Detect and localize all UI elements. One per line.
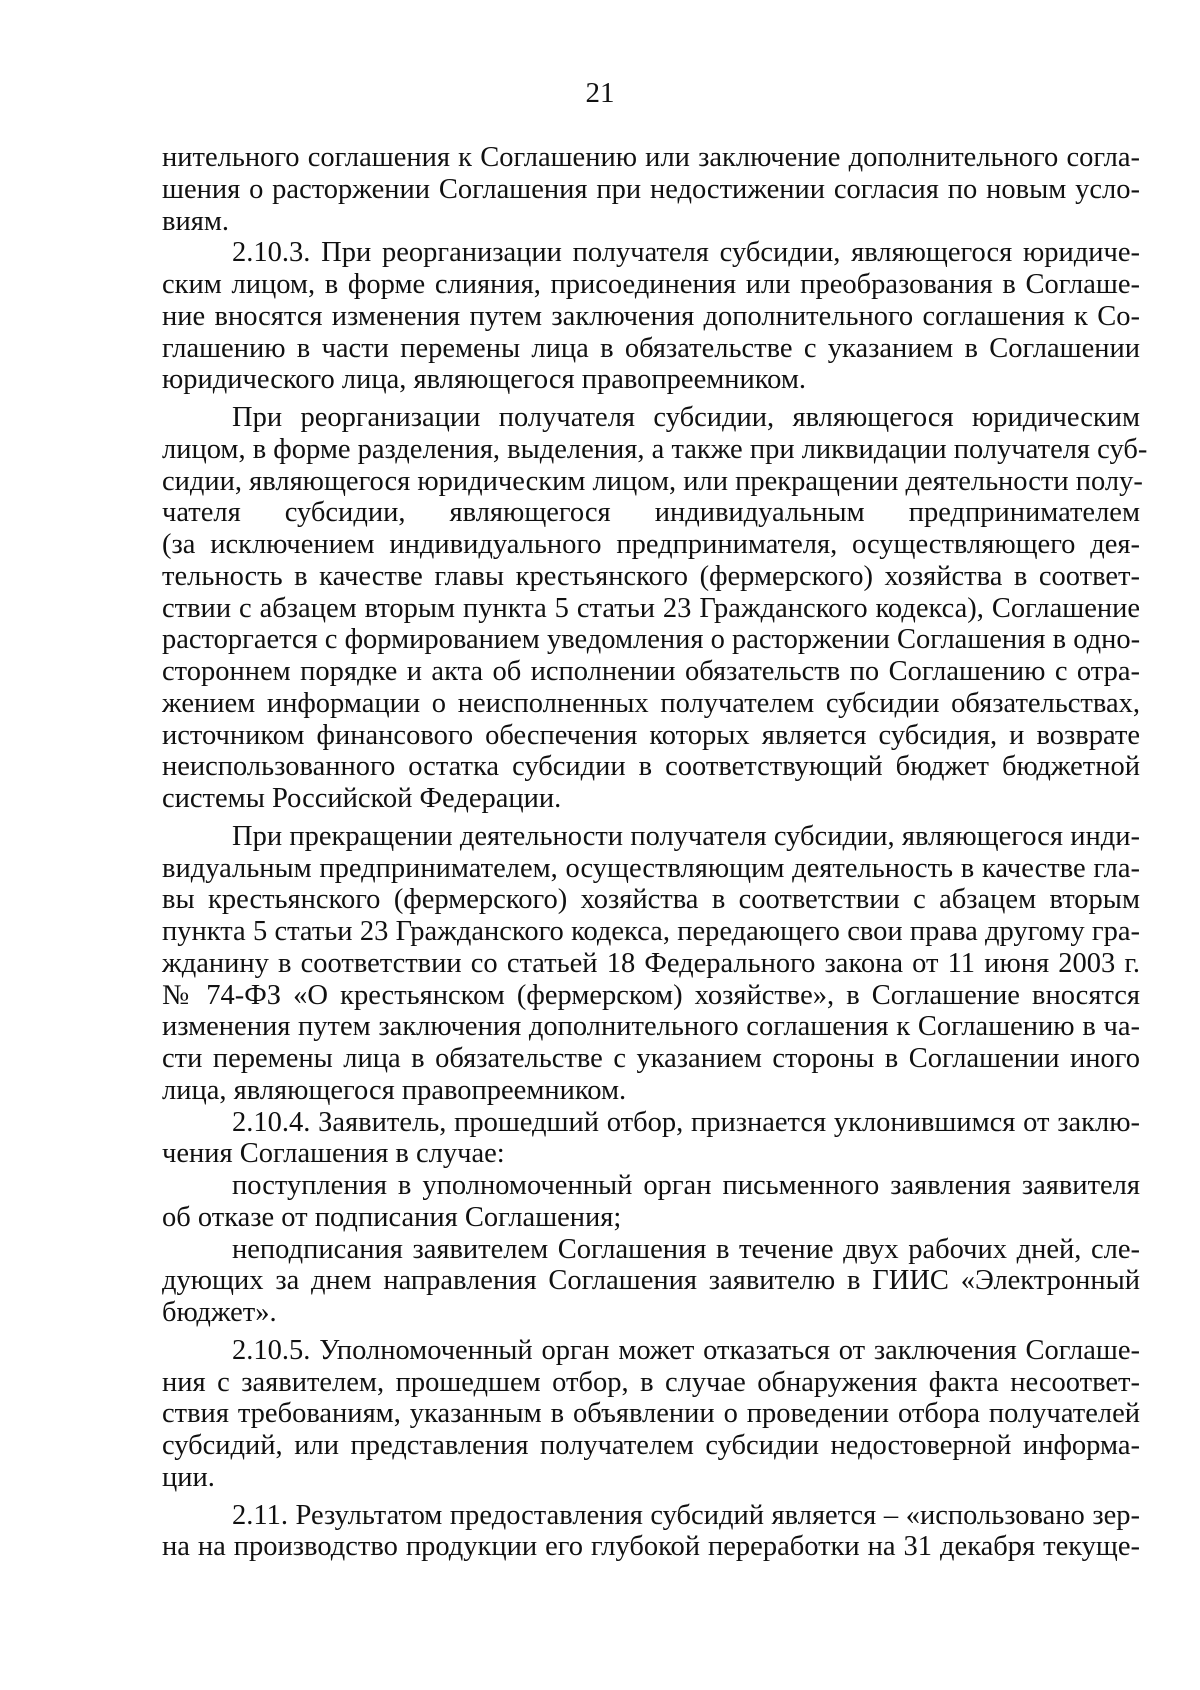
text-line: При прекращении деятельности получателя субсидии, являющегося инди-: [232, 820, 1140, 852]
text-line: лица, являющегося правопреемником.: [162, 1074, 627, 1106]
text-line: 2.10.3. При реорганизации получателя субсидии, являющегося юридиче-: [232, 237, 1140, 269]
text-line: ским лицом, в форме слияния, присоединения или преобразования в Соглаше-: [162, 269, 1140, 300]
text-line: № 74-ФЗ «О крестьянском (фермерском) хозяйстве», в Соглашение вносятся: [162, 979, 1140, 1011]
text-line: 2.10.4. Заявитель, прошедший отбор, признается уклонившимся от заклю-: [232, 1106, 1140, 1138]
text-line: расторгается с формированием уведомления о расторжении Соглашения в одно-: [162, 624, 1141, 656]
text-line: юридического лица, являющегося правопреемником.: [162, 364, 807, 396]
text-line: глашению в части перемены лица в обязательстве с указанием в Соглашении: [162, 332, 1140, 364]
text-line: поступления в уполномоченный орган письменного заявления заявителя: [232, 1170, 1140, 1201]
text-line: ние вносятся изменения путем заключения дополнительного соглашения к Со-: [162, 300, 1140, 332]
text-line: дующих за днем направления Соглашения заявителю в ГИИС «Электронный: [162, 1265, 1140, 1297]
text-line: жением информации о неисполненных получателем субсидии обязательствах,: [162, 687, 1140, 719]
text-line: неподписания заявителем Соглашения в течение двух рабочих дней, сле-: [232, 1233, 1140, 1265]
text-line: чения Соглашения в случае:: [162, 1138, 505, 1170]
page-number: 21: [585, 77, 615, 109]
text-line: пункта 5 статьи 23 Гражданского кодекса, передающего свои права другому гра-: [162, 916, 1140, 947]
text-line: изменения путем заключения дополнительного соглашения к Соглашению в ча-: [162, 1011, 1140, 1043]
text-line: неиспользованного остатка субсидии в соответствующий бюджет бюджетной: [162, 751, 1140, 783]
text-line: ствии с абзацем вторым пункта 5 статьи 23 Гражданского кодекса), Соглашение: [162, 592, 1140, 624]
text-line: жданину в соответствии со статьей 18 Федерального закона от 11 июня 2003 г.: [162, 947, 1140, 979]
text-line: нительного соглашения к Соглашению или заключение дополнительного согла-: [162, 142, 1140, 173]
text-line: стороннем порядке и акта об исполнении обязательств по Соглашению с отра-: [162, 656, 1140, 687]
text-line: на на производство продукции его глубокой переработки на 31 декабря текуще-: [162, 1531, 1140, 1563]
text-line: тельность в качестве главы крестьянского (фермерского) хозяйства в соответ-: [162, 560, 1140, 592]
text-line: об отказе от подписания Соглашения;: [162, 1201, 622, 1233]
document-body: [162, 142, 1148, 1563]
text-line: субсидий, или представления получателем субсидии недостоверной информа-: [162, 1430, 1140, 1461]
text-line: бюджет».: [162, 1297, 277, 1328]
text-line: видуальным предпринимателем, осуществляющим деятельность в качестве гла-: [162, 852, 1140, 884]
text-line: При реорганизации получателя субсидии, являющегося юридическим: [232, 402, 1140, 433]
text-line: ния с заявителем, прошедшем отбор, в случае обнаружения факта несоответ-: [162, 1366, 1140, 1398]
text-line: 2.10.5. Уполномоченный орган может отказаться от заключения Соглаше-: [232, 1334, 1140, 1366]
text-line: шения о расторжении Соглашения при недостижении согласия по новым усло-: [162, 173, 1140, 205]
text-line: 2.11. Результатом предоставления субсидий является – «использовано зер-: [232, 1499, 1140, 1531]
text-line: вы крестьянского (фермерского) хозяйства в соответствии с абзацем вторым: [162, 884, 1140, 916]
text-line: источником финансового обеспечения которых является субсидия, и возврате: [162, 719, 1140, 751]
text-line: сти перемены лица в обязательстве с указанием стороны в Соглашении иного: [162, 1043, 1140, 1074]
text-line: ствия требованиям, указанным в объявлении о проведении отбора получателей: [162, 1398, 1140, 1430]
text-line: виям.: [162, 205, 229, 237]
text-line: сидии, являющегося юридическим лицом, или прекращении деятельности полу-: [162, 465, 1143, 497]
text-line: системы Российской Федерации.: [162, 783, 562, 814]
text-line: ции.: [162, 1461, 215, 1493]
text-line: (за исключением индивидуального предпринимателя, осуществляющего дея-: [162, 529, 1140, 560]
text-line: чателя субсидии, являющегося индивидуальным предпринимателем: [162, 497, 1140, 529]
text-line: лицом, в форме разделения, выделения, а также при ликвидации получателя суб-: [162, 433, 1148, 465]
